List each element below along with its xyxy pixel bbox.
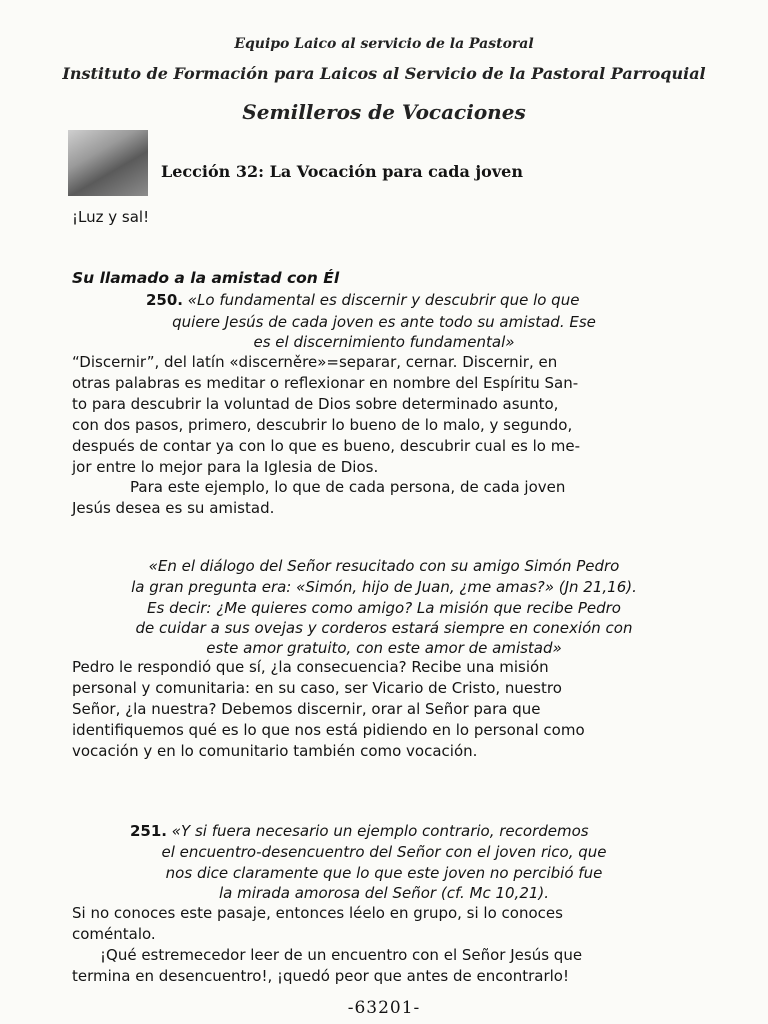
paragraph-5-line: termina en desencuentro!, ¡quedó peor que antes de encontrarlo! [72, 967, 569, 985]
quote-250-line-1 [146, 292, 579, 309]
header-org-line: Equipo Laico al servicio de la Pastoral [234, 36, 534, 52]
paragraph-number-250: 250. [146, 291, 184, 309]
quote-2-line: de cuidar a sus ovejas y corderos estará siempre en conexión con [135, 619, 633, 637]
quote-251-line-1 [130, 823, 589, 840]
quote-250-text: «Lo fundamental es discernir y descubrir que lo que [187, 291, 580, 309]
quote-251-line: la mirada amorosa del Señor (cf. Mc 10,21). [218, 884, 550, 902]
lesson-title: Lección 32: La Vocación para cada joven [161, 162, 523, 181]
paragraph-1-line: to para descubrir la voluntad de Dios sobre determinado asunto, [72, 395, 559, 413]
paragraph-3-line: Señor, ¿la nuestra? Debemos discernir, orar al Señor para que [72, 700, 541, 718]
quote-250-line-3: es el discernimiento fundamental» [253, 333, 515, 351]
section-title: Su llamado a la amistad con Él [72, 269, 340, 287]
paragraph-2-line: Para este ejemplo, lo que de cada persona, de cada joven [130, 478, 566, 496]
paragraph-3-line: Pedro le respondió que sí, ¿la consecuencia? Recibe una misión [72, 658, 549, 676]
paragraph-1-line: con dos pasos, primero, descubrir lo bueno de lo malo, y segundo, [72, 416, 573, 434]
header-institute-line: Instituto de Formación para Laicos al Servicio de la Pastoral Parroquial [62, 64, 706, 83]
paragraph-5-line: ¡Qué estremecedor leer de un encuentro con el Señor Jesús que [100, 946, 583, 964]
paragraph-4-line: coméntalo. [72, 925, 156, 943]
paragraph-1-line: otras palabras es meditar o reflexionar en nombre del Espíritu San- [72, 374, 579, 392]
quote-250-line-2: quiere Jesús de cada joven es ante todo su amistad. Ese [172, 313, 596, 331]
paragraph-1-line: jor entre lo mejor para la Iglesia de Dios. [72, 458, 379, 476]
paragraph-3-line: vocación y en lo comunitario también como vocación. [72, 742, 478, 760]
paragraph-2-line: Jesús desea es su amistad. [72, 499, 275, 517]
quote-2-line: la gran pregunta era: «Simón, hijo de Juan, ¿me amas?» (Jn 21,16). [131, 578, 637, 596]
quote-2-line: Es decir: ¿Me quieres como amigo? La misión que recibe Pedro [147, 599, 621, 617]
quote-251-line: nos dice claramente que lo que este joven no percibió fue [165, 864, 603, 882]
paragraph-4-line: Si no conoces este pasaje, entonces léelo en grupo, si lo conoces [72, 904, 563, 922]
lesson-photo [68, 130, 148, 196]
paragraph-1-line: después de contar ya con lo que es bueno, descubrir cual es lo me- [72, 437, 580, 455]
paragraph-3-line: personal y comunitaria: en su caso, ser Vicario de Cristo, nuestro [72, 679, 562, 697]
quote-2-line: este amor gratuito, con este amor de amistad» [206, 639, 562, 657]
quote-251-text: «Y si fuera necesario un ejemplo contrario, recordemos [171, 822, 589, 840]
paragraph-3-line: identifiquemos qué es lo que nos está pidiendo en lo personal como [72, 721, 585, 739]
quote-251-line: el encuentro-desencuentro del Señor con el joven rico, que [161, 843, 607, 861]
paragraph-1-line: “Discernir”, del latín «discerněre»=separar, cernar. Discernir, en [72, 353, 558, 371]
quote-2-line: «En el diálogo del Señor resucitado con su amigo Simón Pedro [148, 557, 620, 575]
page-number: -63201- [347, 998, 421, 1018]
paragraph-number-251: 251. [130, 822, 168, 840]
header-program-line: Semilleros de Vocaciones [242, 100, 526, 124]
motto: ¡Luz y sal! [72, 208, 150, 226]
